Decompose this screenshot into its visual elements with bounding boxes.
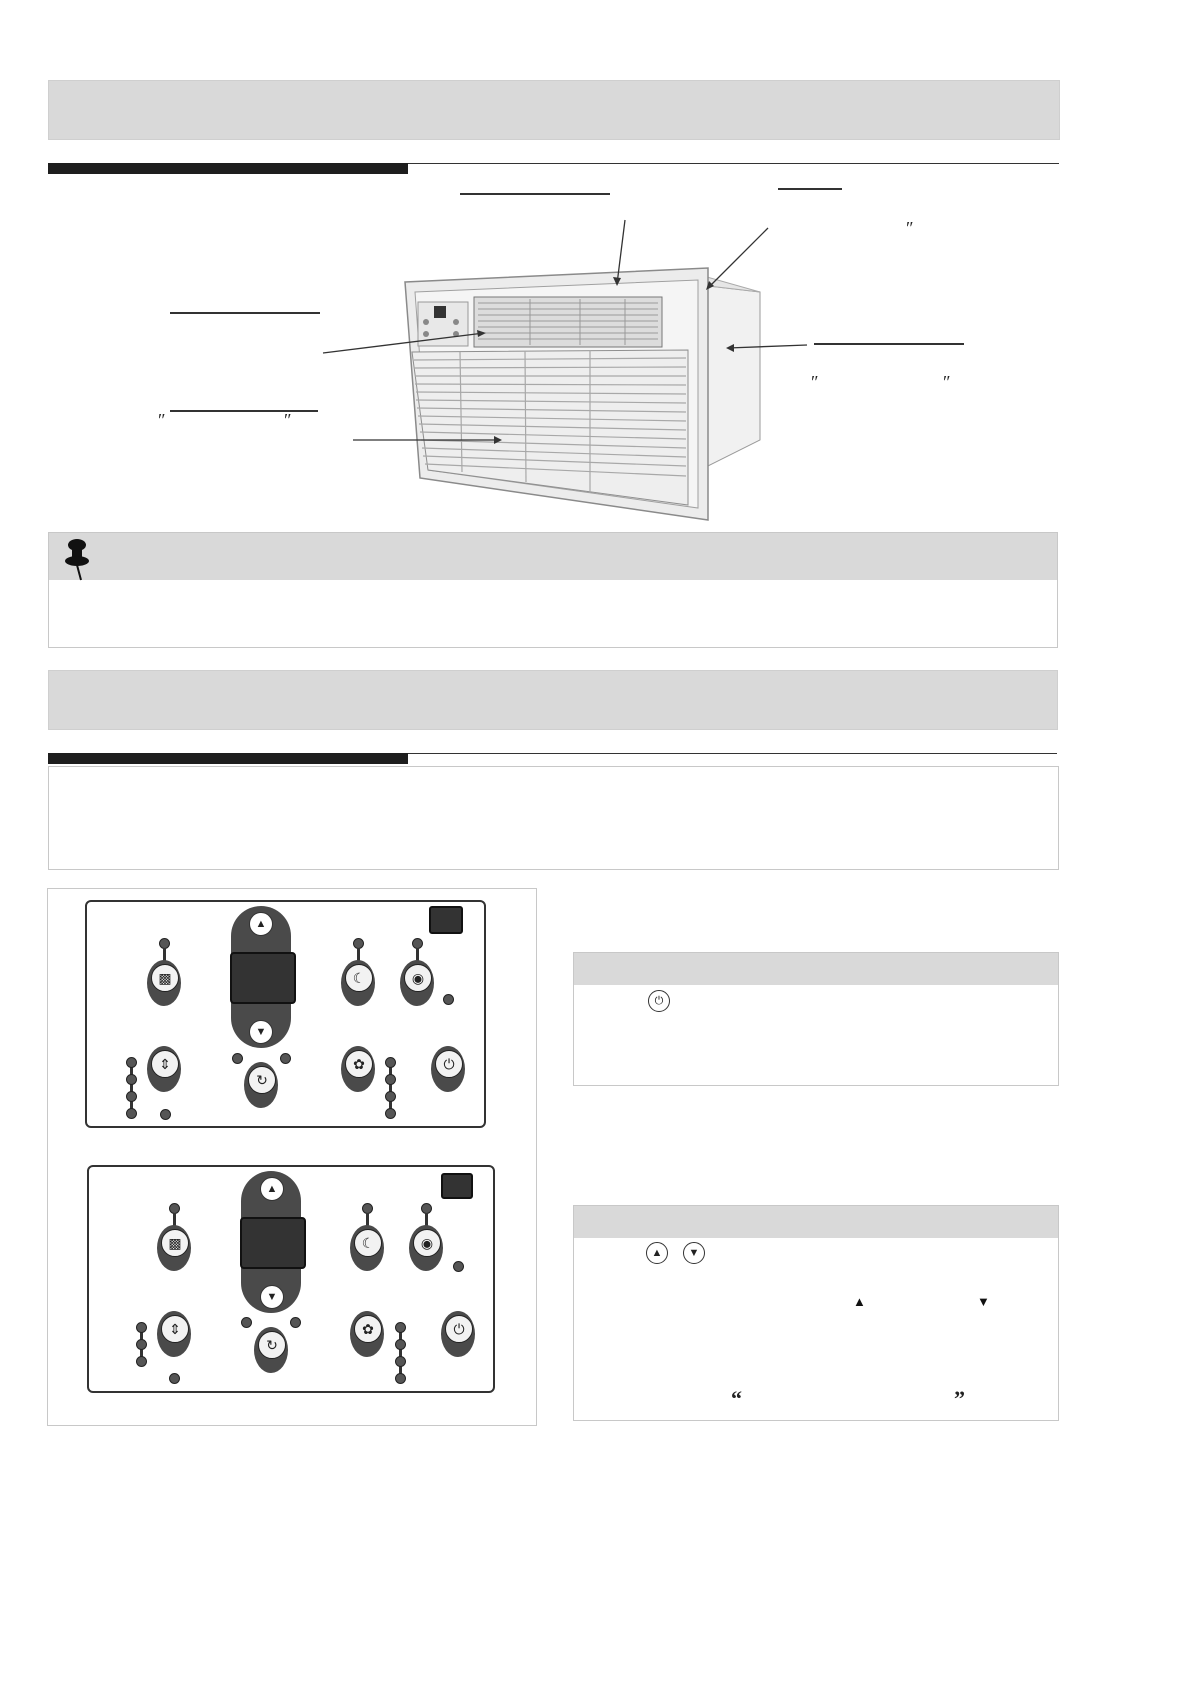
sleep-button[interactable] (350, 1225, 384, 1271)
arrow-down-icon: ▼ (977, 1294, 990, 1309)
fan-speed-button[interactable] (157, 1311, 191, 1357)
temperature-display (240, 1217, 306, 1269)
callout-underline-left-lower (170, 410, 318, 412)
power-icon: ⏻ (435, 1050, 463, 1078)
section-header-band-2 (48, 670, 1058, 730)
fan-speed-led (136, 1322, 147, 1333)
callout-underline-right-middle (814, 343, 964, 345)
power-info-box (573, 952, 1059, 1086)
temp-up-button[interactable] (260, 1177, 284, 1201)
arrow-down-icon: ▼ (266, 1291, 278, 1303)
fan-speed-led-stem (130, 1060, 133, 1114)
fan-mode-led (395, 1373, 406, 1384)
timer-led (290, 1317, 301, 1328)
power-icon: ⏻ (445, 1315, 473, 1343)
fan-mode-button[interactable] (341, 1046, 375, 1092)
inch-mark: ″ (906, 218, 914, 238)
fan-speed-button[interactable] (147, 1046, 181, 1092)
close-quote: ” (954, 1386, 965, 1411)
up-down-arrows-icon: ⇕ (151, 1050, 179, 1078)
auto-fan-led (160, 1109, 171, 1120)
fan-mode-led (395, 1339, 406, 1350)
fan-mode-led (385, 1074, 396, 1085)
temperature-display (230, 952, 296, 1004)
auto-fan-led (169, 1373, 180, 1384)
fan-speed-led (126, 1057, 137, 1068)
timer-icon: ↻ (258, 1331, 286, 1359)
inch-mark: ″ (158, 410, 166, 430)
arrow-up-icon: ▲ (646, 1242, 668, 1264)
control-panel-1 (85, 900, 486, 1128)
sleep-moon-icon: ☾ (354, 1229, 382, 1257)
temp-up-button[interactable] (249, 912, 273, 936)
inch-mark: ″ (811, 372, 819, 392)
filter-reset-led (443, 994, 454, 1005)
arrow-down-icon: ▼ (683, 1242, 705, 1264)
fan-mode-led (385, 1057, 396, 1068)
filter-icon: ◉ (404, 964, 432, 992)
mode-icon: ▩ (151, 964, 179, 992)
callout-underline-top-center (460, 193, 610, 195)
timer-led (280, 1053, 291, 1064)
fan-mode-led-stem (399, 1325, 402, 1379)
filter-reset-led (453, 1261, 464, 1272)
fan-mode-button[interactable] (350, 1311, 384, 1357)
arrow-down-icon: ▼ (255, 1026, 267, 1038)
pushpin-icon (61, 537, 93, 581)
remote-sensor-window (441, 1173, 473, 1199)
note-box (48, 532, 1058, 648)
fan-speed-led (136, 1356, 147, 1367)
temp-down-button[interactable] (249, 1020, 273, 1044)
power-icon: ⏻ (648, 990, 670, 1012)
fan-speed-led (136, 1339, 147, 1350)
fan-mode-led (385, 1091, 396, 1102)
up-down-arrows-icon: ⇕ (161, 1315, 189, 1343)
temp-down-button[interactable] (260, 1285, 284, 1309)
section-rule-thin-2 (408, 753, 1057, 754)
arrow-up-icon: ▲ (853, 1294, 866, 1309)
timer-icon: ↻ (248, 1066, 276, 1094)
timer-button[interactable] (244, 1062, 278, 1108)
fan-icon: ✿ (354, 1315, 382, 1343)
power-info-box-header (574, 953, 1058, 985)
filter-button[interactable] (409, 1225, 443, 1271)
remote-sensor-window (429, 906, 463, 934)
temperature-info-box (573, 1205, 1059, 1421)
inch-mark: ″ (284, 410, 292, 430)
inch-mark: ″ (943, 372, 951, 392)
arrow-up-icon: ▲ (266, 1183, 278, 1195)
fan-icon: ✿ (345, 1050, 373, 1078)
callout-underline-left-upper (170, 312, 320, 314)
power-button[interactable] (431, 1046, 465, 1092)
control-panel-2 (87, 1165, 495, 1393)
fan-speed-led (126, 1091, 137, 1102)
section-rule-thick-2 (48, 753, 408, 764)
timer-led (232, 1053, 243, 1064)
filter-button[interactable] (400, 960, 434, 1006)
note-box-header (49, 533, 1057, 580)
callout-underline-top-right (778, 188, 842, 190)
mode-button[interactable] (147, 960, 181, 1006)
timer-led (241, 1317, 252, 1328)
temperature-info-box-header (574, 1206, 1058, 1238)
air-conditioner-illustration (0, 0, 1192, 540)
sleep-moon-icon: ☾ (345, 964, 373, 992)
filter-icon: ◉ (413, 1229, 441, 1257)
fan-mode-led (395, 1356, 406, 1367)
intro-text-box (48, 766, 1059, 870)
sleep-button[interactable] (341, 960, 375, 1006)
fan-mode-led (385, 1108, 396, 1119)
mode-button[interactable] (157, 1225, 191, 1271)
power-button[interactable] (441, 1311, 475, 1357)
open-quote: “ (731, 1386, 742, 1411)
fan-speed-led (126, 1074, 137, 1085)
fan-mode-led-stem (389, 1060, 392, 1114)
mode-icon: ▩ (161, 1229, 189, 1257)
arrow-up-icon: ▲ (255, 918, 267, 930)
fan-mode-led (395, 1322, 406, 1333)
timer-button[interactable] (254, 1327, 288, 1373)
fan-speed-led (126, 1108, 137, 1119)
